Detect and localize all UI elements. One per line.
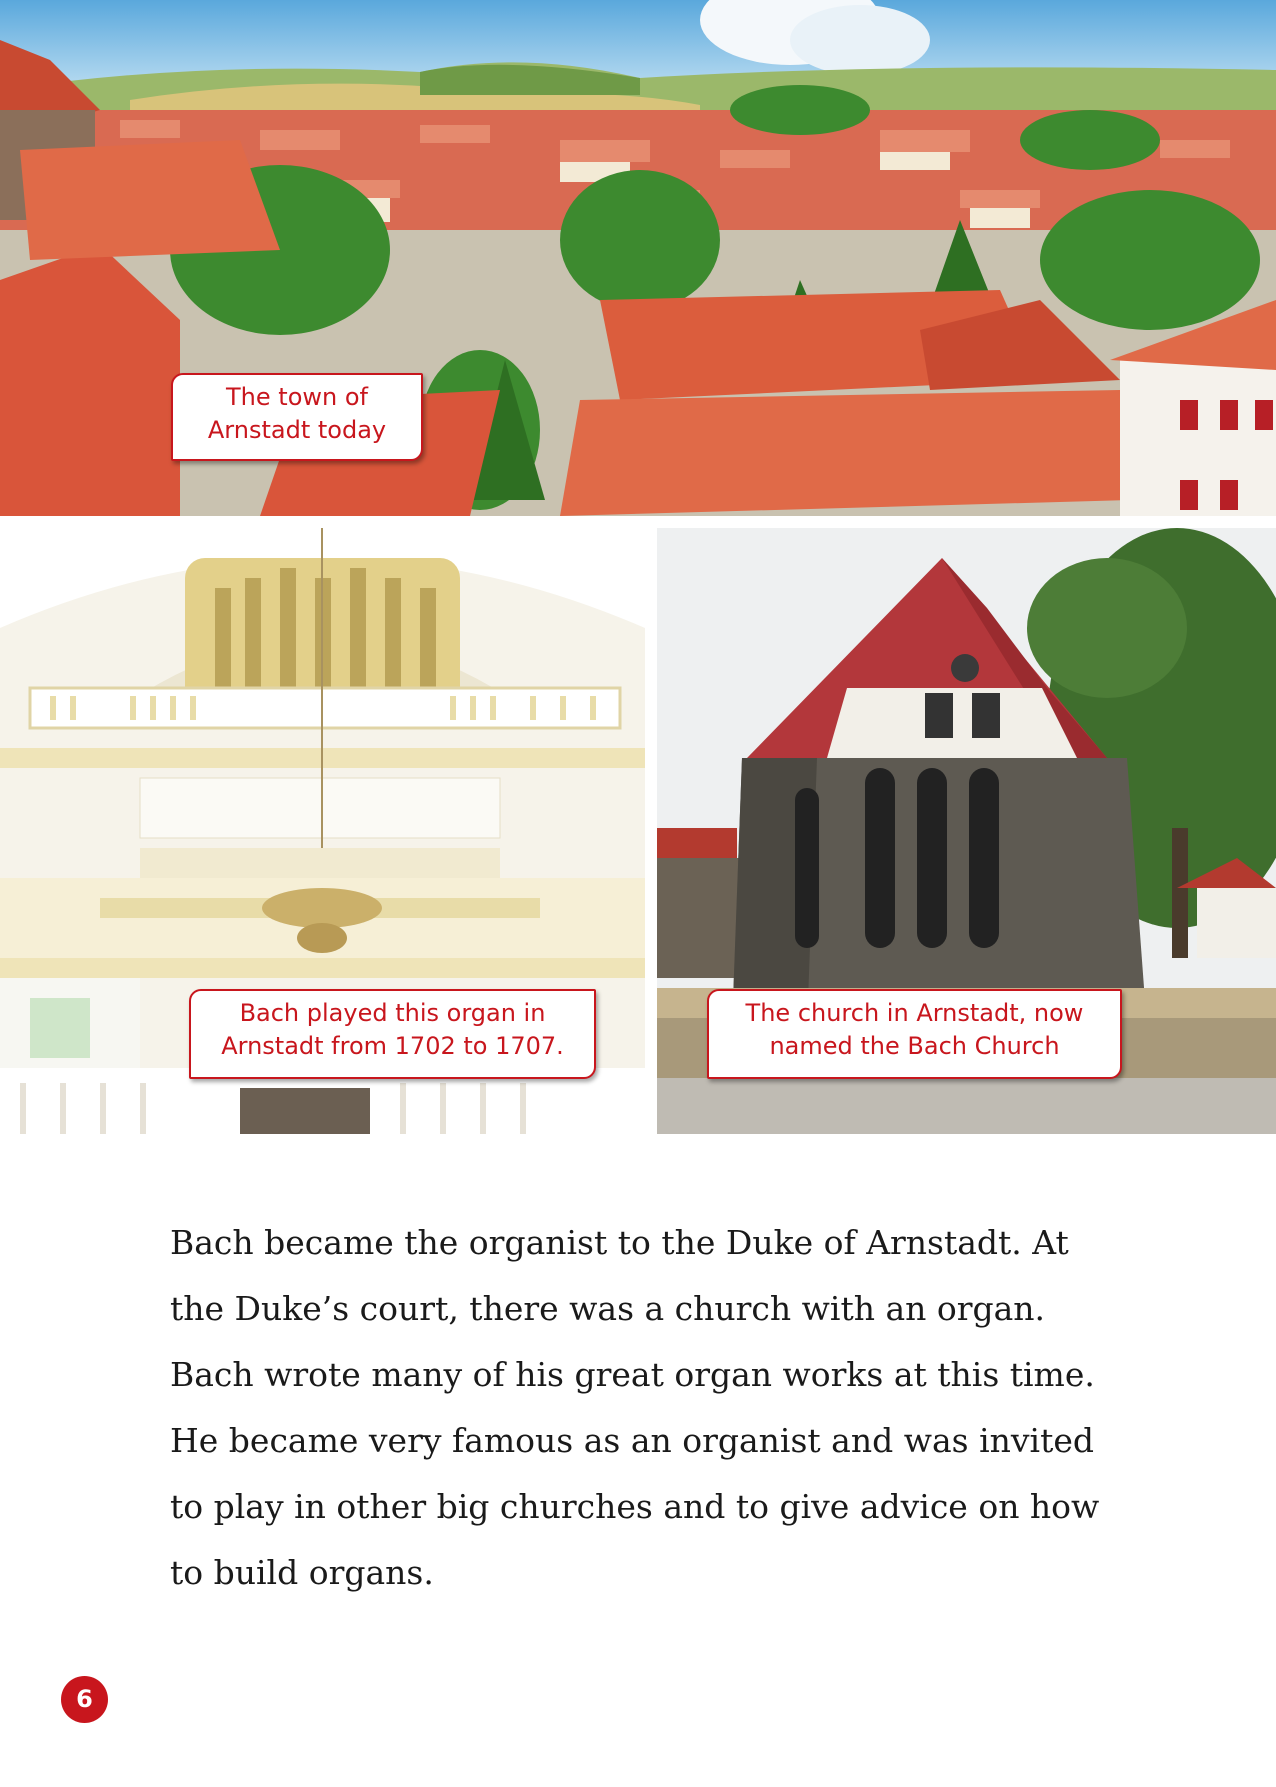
body-line: Bach wrote many of his great organ works at this time. [170,1355,1095,1394]
body-line: to play in other big churches and to give advice on how [170,1487,1100,1526]
body-paragraph [170,1210,1120,1606]
body-line: to build organs. [170,1553,434,1592]
caption-line: Arnstadt today [207,416,387,444]
body-line: the Duke’s court, there was a church with an organ. [170,1289,1046,1328]
caption-line: The church in Arnstadt, now [745,999,1084,1027]
organ-caption [189,989,596,1079]
church-photo [657,528,1276,1134]
caption-line: named the Bach Church [769,1032,1060,1060]
town-photo [0,0,1276,516]
body-line: Bach became the organist to the Duke of Arnstadt. At [170,1223,1069,1262]
page-number: 6 [61,1676,108,1723]
caption-line: The town of [226,383,368,411]
body-line: He became very famous as an organist and was invited [170,1421,1094,1460]
town-caption [171,373,423,461]
church-caption [707,989,1122,1079]
caption-line: Arnstadt from 1702 to 1707. [221,1032,564,1060]
caption-line: Bach played this organ in [239,999,546,1027]
organ-photo [0,528,645,1134]
